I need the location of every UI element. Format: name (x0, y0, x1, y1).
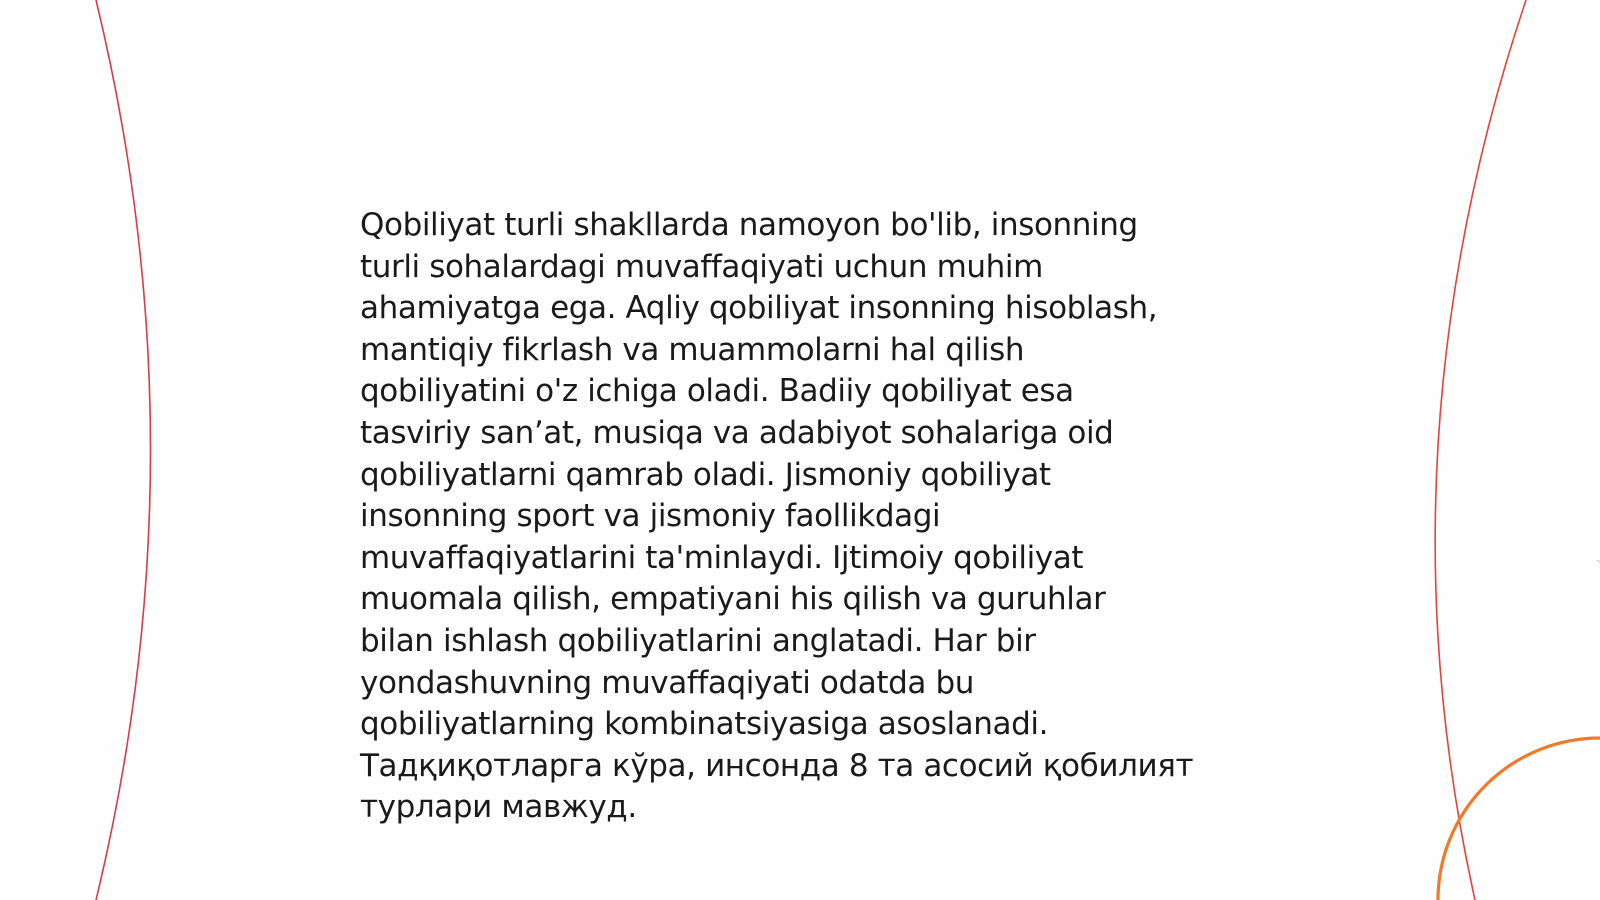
body-paragraph: Qobiliyat turli shakllarda namoyon bo'lib, insonning turli sohalardagi muvaffaqiyati uchun muhim ahamiyatga ega. Aqliy qobiliyat insonning hisoblash, mantiqiy fikrlash va muammolarni hal qilish qobiliyatini o'z ichiga oladi. Badiiy qobiliyat esa tasviriy san’at, musiqa va adabiyot sohalariga oid qobiliyatlarni qamrab oladi. Jismoniy qobiliyat insonning sport va jismoniy faollikdagi muvaffaqiyatlarini ta'minlaydi. Ijtimoiy qobiliyat muomala qilish, empatiyani his qilish va guruhlar bilan ishlash qobiliyatlarini anglatadi. Har bir yondashuvning muvaffaqiyati odatda bu qobiliyatlarning kombinatsiyasiga asoslanadi. Тадқиқотларга кўра, инсонда 8 та асосий қобилият турлари мавжуд. (360, 207, 1194, 826)
right-arc-decoration (1435, 0, 1526, 900)
corner-circle-decoration (1438, 738, 1600, 900)
left-arc-decoration (96, 0, 151, 900)
